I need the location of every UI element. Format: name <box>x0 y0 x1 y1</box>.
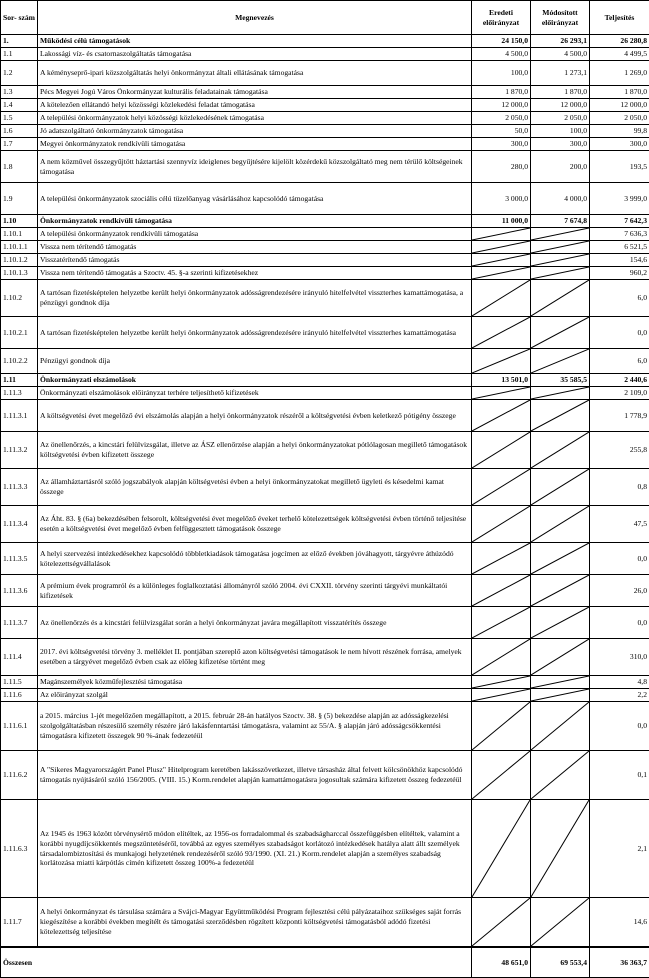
empty-cell-diagonal-icon <box>472 280 530 316</box>
row-name: A nem közművel összegyűjtött háztartási szennyvíz ideiglenes begyűjtésére kijelölt közérdekű közszolgáltató meg nem térülő költségeinek támogatása <box>38 151 472 183</box>
row-modified-budget <box>531 575 590 607</box>
row-original-budget: 300,0 <box>472 138 531 151</box>
table-row <box>1 349 649 374</box>
row-actual: 47,5 <box>590 506 649 543</box>
row-number: 1.11.5 <box>1 676 38 689</box>
row-actual: 6,0 <box>590 349 649 374</box>
row-modified-budget: 4 500,0 <box>531 48 590 61</box>
empty-cell-diagonal-icon <box>472 254 530 266</box>
row-modified-budget: 2 050,0 <box>531 112 590 125</box>
table-row <box>1 575 649 607</box>
table-row <box>1 241 649 254</box>
row-original-budget <box>472 800 531 898</box>
row-name: 2017. évi költségvetési törvény 3. melléklet II. pontjában szereplő azon költségvetési támogatások le nem hívott részének forrása, amelyek esetében a tárgyévet megelőző évben csak az előleg kifizetése történt meg <box>38 639 472 676</box>
row-original-budget <box>472 607 531 639</box>
row-actual: 12 000,0 <box>590 99 649 112</box>
empty-cell-diagonal-icon <box>472 607 530 638</box>
row-number: 1.10.1.3 <box>1 267 38 280</box>
row-number: 1.7 <box>1 138 38 151</box>
row-name: Vissza nem térítendő támogatás <box>38 241 472 254</box>
table-row <box>1 639 649 676</box>
table-row <box>1 543 649 575</box>
table-row <box>1 676 649 689</box>
row-original-budget: 13 501,0 <box>472 374 531 387</box>
row-number: 1.11.6.2 <box>1 751 38 800</box>
row-number: 1.10.2.2 <box>1 349 38 374</box>
row-number: 1.11.3.3 <box>1 469 38 506</box>
empty-cell-diagonal-icon <box>472 241 530 253</box>
row-actual: 3 999,0 <box>590 183 649 215</box>
row-modified-budget <box>531 607 590 639</box>
empty-cell-diagonal-icon <box>531 400 589 431</box>
row-original-budget <box>472 400 531 432</box>
empty-cell-diagonal-icon <box>472 639 530 675</box>
empty-cell-diagonal-icon <box>472 575 530 606</box>
empty-cell-diagonal-icon <box>531 689 589 701</box>
table-row <box>1 138 649 151</box>
row-name: Visszatérítendő támogatás <box>38 254 472 267</box>
row-modified-budget: 1 870,0 <box>531 86 590 99</box>
row-original-budget <box>472 280 531 317</box>
empty-cell-diagonal-icon <box>472 676 530 688</box>
row-original-budget <box>472 432 531 469</box>
table-header-row <box>1 1 649 35</box>
empty-cell-diagonal-icon <box>531 639 589 675</box>
row-modified-budget: 26 293,1 <box>531 35 590 48</box>
empty-cell-diagonal-icon <box>531 280 589 316</box>
row-modified-budget: 1 273,1 <box>531 61 590 86</box>
empty-cell-diagonal-icon <box>531 349 589 373</box>
row-name: A prémium évek programról és a különleges foglalkoztatási állományról szóló 2004. évi CXXII. törvény szerinti tárgyévi munkáltatói kifizetések <box>38 575 472 607</box>
empty-cell-diagonal-icon <box>472 267 530 279</box>
row-original-budget <box>472 254 531 267</box>
row-name: Az 1945 és 1963 között törvénysértő módon elítéltek, az 1956-os forradalommal és szabadságharccal összefüggésben elítéltek, valamint a korábbi nyugdíjcsökkentés megszüntetéséről, továbbá az egyes személyes szabadságot korlátozó intézkedések hatálya alatt állt személyek társadalombiztosítási és munkajogi helyzetének rendezéséről szóló 93/1990. (XI. 21.) Korm.rendelet alapján a személyes szabadság korlátozása miatti kárpótlás címén kifizetett összeg 100%-a fedezetéül <box>38 800 472 898</box>
row-actual: 2,2 <box>590 689 649 702</box>
header-name: Megnevezés <box>38 1 472 35</box>
row-name: A "Sikeres Magyarországért Panel Plusz" Hitelprogram keretében lakásszövetkezet, illetve társasház által felvett kölcsönökhöz kapcsolódó támogatás nyújtásáról szóló 156/2005. (VIII. 15.) Korm.rendelet alapján kamattámogatásra jogosultak számára kifizetett összeg fedezetéül <box>38 751 472 800</box>
row-name: A helyi önkormányzat és társulása számára a Svájci-Magyar Együttműködési Program fejlesztési célú pályázataihoz szükséges saját forrás kiegészítése a korábbi években megítélt és támogatási szerződésben rögzített központi költségvetési támogatásból adódó fizetési kötelezettség teljesítése <box>38 898 472 948</box>
row-actual: 99,8 <box>590 125 649 138</box>
table-row <box>1 432 649 469</box>
row-name: Működési célú támogatások <box>38 35 472 48</box>
row-number: 1.10.1.2 <box>1 254 38 267</box>
row-name: Az Áht. 83. § (6a) bekezdésében felsorolt, költségvetési évet megelőző éveket terhelő kötelezettségek költségvetési évben történő teljesítése esetén a költségvetési évet megelőző évben felfüggesztett támogatások összege <box>38 506 472 543</box>
table-row <box>1 125 649 138</box>
row-original-budget: 100,0 <box>472 61 531 86</box>
row-actual: 4 499,5 <box>590 48 649 61</box>
row-modified-budget: 200,0 <box>531 151 590 183</box>
row-actual: 14,6 <box>590 898 649 948</box>
row-original-budget: 12 000,0 <box>472 99 531 112</box>
row-actual: 2 050,0 <box>590 112 649 125</box>
empty-cell-diagonal-icon <box>472 800 530 897</box>
row-actual: 193,5 <box>590 151 649 183</box>
row-actual: 7 636,3 <box>590 228 649 241</box>
empty-cell-diagonal-icon <box>472 543 530 574</box>
row-name: A települési önkormányzatok szociális célú tüzelőanyag vásárlásához kapcsolódó támogatása <box>38 183 472 215</box>
row-modified-budget <box>531 349 590 374</box>
row-number: 1.11.3.5 <box>1 543 38 575</box>
row-modified-budget <box>531 506 590 543</box>
table-row <box>1 898 649 948</box>
row-original-budget <box>472 387 531 400</box>
row-actual: 6 521,5 <box>590 241 649 254</box>
row-number: 1.11 <box>1 374 38 387</box>
row-actual: 1 778,9 <box>590 400 649 432</box>
row-original-budget <box>472 543 531 575</box>
empty-cell-diagonal-icon <box>531 676 589 688</box>
row-original-budget <box>472 689 531 702</box>
table-row <box>1 151 649 183</box>
row-number: 1.11.6.3 <box>1 800 38 898</box>
row-number: 1.10 <box>1 215 38 228</box>
row-actual: 2 440,6 <box>590 374 649 387</box>
table-row <box>1 215 649 228</box>
row-name: a 2015. március 1-jét megelőzően megállapított, a 2015. február 28-án hatályos Szoctv. 38. § (5) bekezdése alapján az adósságkezelési szolgolgáltatásban részesülő személy részére járó lakásfenntartási támogatásra, valamint az 55/A. § alapján járó adósságcsökkentési támogatásra kifizetett összegek 90 %-ának fedezetéül <box>38 702 472 751</box>
row-number: 1.11.4 <box>1 639 38 676</box>
empty-cell-diagonal-icon <box>531 800 589 897</box>
table-row <box>1 400 649 432</box>
row-actual: 26,0 <box>590 575 649 607</box>
table-row <box>1 48 649 61</box>
row-modified-budget <box>531 241 590 254</box>
row-modified-budget <box>531 280 590 317</box>
row-modified-budget <box>531 267 590 280</box>
row-name: A települési önkormányzatok rendkívüli támogatása <box>38 228 472 241</box>
row-name: Az államháztartásról szóló jogszabályok alapján költségvetési évben a helyi önkormányzatokat megillető ügyleti és késedelmi kamat összege <box>38 469 472 506</box>
table-row <box>1 800 649 898</box>
empty-cell-diagonal-icon <box>472 702 530 750</box>
row-modified-budget <box>531 543 590 575</box>
empty-cell-diagonal-icon <box>472 751 530 799</box>
row-original-budget <box>472 349 531 374</box>
row-number: 1.2 <box>1 61 38 86</box>
total-actual: 36 363,7 <box>590 947 649 978</box>
table-row <box>1 506 649 543</box>
row-original-budget <box>472 676 531 689</box>
row-number: 1.11.6.1 <box>1 702 38 751</box>
row-actual: 0,0 <box>590 317 649 349</box>
empty-cell-diagonal-icon <box>472 317 530 348</box>
row-original-budget <box>472 751 531 800</box>
table-row <box>1 702 649 751</box>
row-number: 1.11.3 <box>1 387 38 400</box>
row-number: 1.5 <box>1 112 38 125</box>
row-modified-budget <box>531 228 590 241</box>
row-actual: 0,0 <box>590 607 649 639</box>
row-name: Lakossági víz- és csatornaszolgáltatás támogatása <box>38 48 472 61</box>
header-modified-budget: Módosított előirányzat <box>531 1 590 35</box>
row-number: 1.8 <box>1 151 38 183</box>
header-row-number: Sor- szám <box>1 1 38 35</box>
row-modified-budget <box>531 317 590 349</box>
row-modified-budget <box>531 702 590 751</box>
table-row <box>1 607 649 639</box>
row-original-budget: 50,0 <box>472 125 531 138</box>
row-actual: 255,8 <box>590 432 649 469</box>
row-actual: 154,6 <box>590 254 649 267</box>
table-row <box>1 469 649 506</box>
empty-cell-diagonal-icon <box>531 387 589 399</box>
row-modified-budget: 4 000,0 <box>531 183 590 215</box>
table-body <box>1 35 649 948</box>
header-original-budget: Eredeti előirányzat <box>472 1 531 35</box>
table-row <box>1 99 649 112</box>
total-row <box>1 947 649 978</box>
row-number: 1.4 <box>1 99 38 112</box>
total-original: 48 651,0 <box>472 947 531 978</box>
row-name: A helyi szervezési intézkedésekhez kapcsolódó többletkiadások támogatása jogcímen az előző években jóváhagyott, tárgyévre áthúzódó kötelezettségvállalások <box>38 543 472 575</box>
empty-cell-diagonal-icon <box>472 469 530 505</box>
row-actual: 2 109,0 <box>590 387 649 400</box>
total-label: Összesen <box>1 947 472 978</box>
row-number: 1.9 <box>1 183 38 215</box>
header-actual: Teljesítés <box>590 1 649 35</box>
row-actual: 0,1 <box>590 751 649 800</box>
row-name: A települési önkormányzatok helyi közösségi közlekedésének támogatása <box>38 112 472 125</box>
row-number: 1.11.3.1 <box>1 400 38 432</box>
empty-cell-diagonal-icon <box>531 254 589 266</box>
row-modified-budget: 12 000,0 <box>531 99 590 112</box>
empty-cell-diagonal-icon <box>531 751 589 799</box>
row-number: 1.6 <box>1 125 38 138</box>
row-original-budget: 11 000,0 <box>472 215 531 228</box>
table-row <box>1 751 649 800</box>
row-actual: 4,8 <box>590 676 649 689</box>
empty-cell-diagonal-icon <box>472 898 530 946</box>
row-original-budget <box>472 267 531 280</box>
row-original-budget: 3 000,0 <box>472 183 531 215</box>
row-modified-budget <box>531 898 590 948</box>
empty-cell-diagonal-icon <box>472 349 530 373</box>
row-original-budget <box>472 241 531 254</box>
row-original-budget <box>472 702 531 751</box>
table-row <box>1 61 649 86</box>
row-number: 1.11.3.2 <box>1 432 38 469</box>
empty-cell-diagonal-icon <box>531 543 589 574</box>
row-actual: 300,0 <box>590 138 649 151</box>
table-row <box>1 112 649 125</box>
table-row <box>1 35 649 48</box>
row-modified-budget <box>531 751 590 800</box>
row-modified-budget <box>531 432 590 469</box>
empty-cell-diagonal-icon <box>531 317 589 348</box>
row-name: Az önellenőrzés, a kincstári felülvizsgálat, illetve az ÁSZ ellenőrzése alapján a helyi önkormányzatokat pótlólagosan megillető támogatások költségvetési évben kifizetett összege <box>38 432 472 469</box>
table-row <box>1 317 649 349</box>
row-number: 1.11.3.7 <box>1 607 38 639</box>
empty-cell-diagonal-icon <box>531 241 589 253</box>
empty-cell-diagonal-icon <box>472 387 530 399</box>
row-name: Pécs Megyei Jogú Város Önkormányzat kulturális feladatainak támogatása <box>38 86 472 99</box>
empty-cell-diagonal-icon <box>531 469 589 505</box>
row-modified-budget <box>531 800 590 898</box>
total-modified: 69 553,4 <box>531 947 590 978</box>
row-number: 1.1 <box>1 48 38 61</box>
table-row <box>1 280 649 317</box>
row-name: Önkormányzati elszámolások előirányzat terhére teljesíthető kifizetések <box>38 387 472 400</box>
row-actual: 0,8 <box>590 469 649 506</box>
row-modified-budget <box>531 639 590 676</box>
row-number: 1.11.7 <box>1 898 38 948</box>
row-number: 1.10.1.1 <box>1 241 38 254</box>
row-original-budget <box>472 469 531 506</box>
row-number: 1.10.2.1 <box>1 317 38 349</box>
row-actual: 0,0 <box>590 702 649 751</box>
row-name: Az önellenőrzés és a kincstári felülvizsgálat során a helyi önkormányzat javára megállapított visszatérítés összege <box>38 607 472 639</box>
row-name: Vissza nem térítendő támogatás a Szoctv. 45. §-a szerinti kifizetésekhez <box>38 267 472 280</box>
table-row <box>1 689 649 702</box>
empty-cell-diagonal-icon <box>531 575 589 606</box>
row-name: Önkormányzati elszámolások <box>38 374 472 387</box>
row-name: A kéményseprő-ipari közszolgáltatás helyi önkormányzat általi ellátásának támogatása <box>38 61 472 86</box>
empty-cell-diagonal-icon <box>531 898 589 946</box>
row-number: 1.10.1 <box>1 228 38 241</box>
row-actual: 6,0 <box>590 280 649 317</box>
row-modified-budget <box>531 387 590 400</box>
row-modified-budget: 100,0 <box>531 125 590 138</box>
row-original-budget: 1 870,0 <box>472 86 531 99</box>
row-number: 1.10.2 <box>1 280 38 317</box>
row-number: 1.11.6 <box>1 689 38 702</box>
row-modified-budget <box>531 689 590 702</box>
row-name: A tartósan fizetésképtelen helyzetbe került helyi önkormányzatok adósságrendezésére irányuló hitelfelvétel visszterhes kamattámogatása <box>38 317 472 349</box>
empty-cell-diagonal-icon <box>531 702 589 750</box>
empty-cell-diagonal-icon <box>531 228 589 240</box>
empty-cell-diagonal-icon <box>531 506 589 542</box>
row-name: A tartósan fizetésképtelen helyzetbe került helyi önkormányzatok adósságrendezésére irányuló hitelfelvétel visszterhes kamattámogatása, a pénzügyi gondnok díja <box>38 280 472 317</box>
row-name: Jó adatszolgáltató önkormányzatok támogatása <box>38 125 472 138</box>
table-row <box>1 86 649 99</box>
row-original-budget <box>472 639 531 676</box>
row-name: A kötelezően ellátandó helyi közösségi közlekedési feladat támogatása <box>38 99 472 112</box>
row-number: 1. <box>1 35 38 48</box>
table-row <box>1 374 649 387</box>
row-modified-budget: 35 585,5 <box>531 374 590 387</box>
empty-cell-diagonal-icon <box>531 607 589 638</box>
row-actual: 1 269,0 <box>590 61 649 86</box>
row-modified-budget <box>531 254 590 267</box>
row-original-budget <box>472 506 531 543</box>
row-actual: 7 642,3 <box>590 215 649 228</box>
table-row <box>1 387 649 400</box>
row-number: 1.11.3.6 <box>1 575 38 607</box>
table-row <box>1 267 649 280</box>
row-modified-budget <box>531 469 590 506</box>
row-modified-budget <box>531 400 590 432</box>
row-number: 1.3 <box>1 86 38 99</box>
row-actual: 960,2 <box>590 267 649 280</box>
row-actual: 26 280,8 <box>590 35 649 48</box>
row-name: Önkormányzatok rendkívüli támogatása <box>38 215 472 228</box>
empty-cell-diagonal-icon <box>472 432 530 468</box>
table-row <box>1 183 649 215</box>
row-actual: 1 870,0 <box>590 86 649 99</box>
row-number: 1.11.3.4 <box>1 506 38 543</box>
row-original-budget <box>472 317 531 349</box>
row-modified-budget: 300,0 <box>531 138 590 151</box>
empty-cell-diagonal-icon <box>472 400 530 431</box>
row-modified-budget: 7 674,8 <box>531 215 590 228</box>
row-name: Az előirányzat szolgál <box>38 689 472 702</box>
empty-cell-diagonal-icon <box>531 432 589 468</box>
row-actual: 2,1 <box>590 800 649 898</box>
table-row <box>1 228 649 241</box>
table-row <box>1 254 649 267</box>
row-original-budget <box>472 898 531 948</box>
row-name: A költségvetési évet megelőző évi elszámolás alapján a helyi önkormányzatok részéről a költségvetési évben keletkező pótigény összege <box>38 400 472 432</box>
empty-cell-diagonal-icon <box>472 689 530 701</box>
row-original-budget <box>472 575 531 607</box>
row-modified-budget <box>531 676 590 689</box>
row-actual: 310,0 <box>590 639 649 676</box>
row-original-budget: 280,0 <box>472 151 531 183</box>
row-original-budget: 4 500,0 <box>472 48 531 61</box>
row-name: Megyei önkormányzatok rendkívüli támogatása <box>38 138 472 151</box>
row-original-budget: 2 050,0 <box>472 112 531 125</box>
empty-cell-diagonal-icon <box>472 228 530 240</box>
row-name: Magánszemélyek közműfejlesztési támogatása <box>38 676 472 689</box>
row-original-budget: 24 150,0 <box>472 35 531 48</box>
row-original-budget <box>472 228 531 241</box>
row-actual: 0,0 <box>590 543 649 575</box>
empty-cell-diagonal-icon <box>472 506 530 542</box>
row-name: Pénzügyi gondnok díja <box>38 349 472 374</box>
empty-cell-diagonal-icon <box>531 267 589 279</box>
